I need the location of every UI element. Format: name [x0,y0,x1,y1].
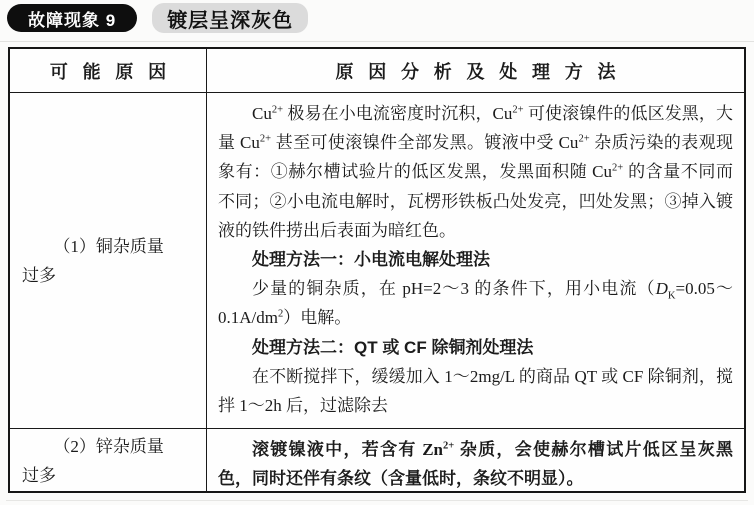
page-bottom-line [6,500,748,501]
cause-cell-zinc [10,429,207,493]
table-row-zinc-impurity [10,429,744,493]
analysis-paragraph: 滚镀镍液中，若含有 $Zn^{2+}$ 杂质，会使赫尔槽试片低区呈灰黑色，同时还伴有条纹（含量低时，条纹不明显）。 [218,440,733,489]
column-header-analysis-label: 原因分析及处理方法 [335,61,631,82]
analysis-paragraph: $Cu^{2+}$ 极易在小电流密度时沉积，$Cu^{2+}$ 可使滚镍件的低区发黑，大量 $Cu^{2+}$ 甚至可使滚镍件全部发黑。镀液中受 $Cu^{2+}$ 杂质污染的表观现象有：①赫尔槽试验片的低区发黑，发黑面积随 $Cu^{2+}$ 的含量不同而不同；②小电流电解时，瓦楞形铁板凸处发亮，凹处发黑；③掉入镀液的铁件捞出后表面为暗红色。 [218,104,734,240]
fault-title-text: 镀层呈深灰色 [167,9,294,32]
method-one-detail: 少量的铜杂质，在 pH=2～3 的条件下，用小电流$(D_K=0.05\sim 0.1A/dm^2)$电解。 [218,279,733,328]
cause-cell-copper [10,93,207,428]
analysis-cell-copper [207,93,744,428]
column-header-analysis [207,49,744,92]
table-header-row [10,49,744,93]
cause-text-line2: 过多 [22,466,56,486]
method-two-title: 处理方法二：QT 或 CF 除铜剂处理法 [252,337,534,357]
fault-analysis-table [8,47,746,493]
fault-title-chip [152,3,308,33]
method-one-title: 处理方法一：小电流电解处理法 [252,250,490,270]
method-two-detail: 在不断搅拌下，缓缓加入 1～2mg/L 的商品 QT 或 CF 除铜剂，搅拌 1～2h 后，过滤除去 [218,366,733,416]
fault-number-badge [7,4,137,32]
header-divider-line [0,41,754,42]
cause-text-line1: （2）锌杂质量 [53,437,164,457]
analysis-cell-zinc [207,429,744,493]
cause-text-line2: 过多 [22,265,56,285]
fault-number-label: 故障现象 9 [28,10,117,30]
section-header [7,3,308,33]
table-row-copper-impurity [10,93,744,429]
column-header-cause-label: 可能原因 [49,61,181,82]
column-header-cause [10,49,207,92]
cause-text-line1: （1）铜杂质量 [53,236,164,256]
